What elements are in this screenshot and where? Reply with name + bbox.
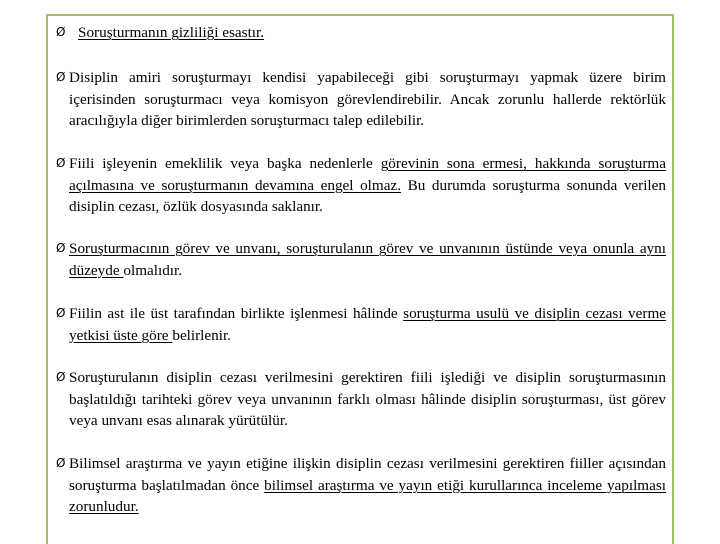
item-7-text-a: Bilimsel araştırma ve yayın etiğine ilişkin disiplin cezası verilmesini gerektiren fiiller açısından soruşturma başlatılmadan önce xyxy=(69,455,666,494)
list-item xyxy=(56,367,666,432)
item-2-text: Disiplin amiri soruşturmayı kendisi yapabileceği gibi soruşturmayı yapmak üzere birim içerisinden soruşturmacı veya komisyon görevlendirebilir. Ancak zorunlu hallerde rektörlük aracılığıyla diğer birimlerden soruşturmacı talep edilebilir. xyxy=(69,69,666,129)
item-7-text-underlined: bilimsel araştırma ve yayın etiği kurullarınca inceleme yapılması zorunludur. xyxy=(69,476,666,515)
arrow-bullet-icon: Ø xyxy=(56,156,66,170)
item-4-text-c: olmalıdır. xyxy=(123,261,183,279)
item-3-text-underlined: görevinin sona ermesi, hakkında soruşturma açılmasına ve soruşturmanın devamına engel olmaz. xyxy=(69,155,666,194)
list-item xyxy=(56,303,666,346)
arrow-bullet-icon: Ø xyxy=(56,370,66,384)
item-3-text-a: Fiili işleyenin emeklilik veya başka nedenlerle xyxy=(69,155,381,172)
item-6-text: Soruşturulanın disiplin cezası verilmesini gerektiren fiili işlediği ve disiplin soruşturmasının başlatıldığı tarihteki görev veya unvanının farklı olması hâlinde disiplin soruşturması, üst görev veya unvanı esas alınarak yürütülür. xyxy=(69,369,666,429)
item-4-text-underlined: Soruşturmacının görev ve unvanı, soruşturulanın görev ve unvanının üstünde veya onunla aynı düzeyde xyxy=(69,240,666,279)
list-item xyxy=(56,238,666,281)
arrow-bullet-icon: Ø xyxy=(56,70,66,84)
item-5-text-underlined: soruşturma usulü ve disiplin cezası verme yetkisi üste göre xyxy=(69,305,667,344)
item-5-text-c: belirlenir. xyxy=(172,326,231,344)
list-item xyxy=(56,67,666,132)
item-5-text-a: Fiilin ast ile üst tarafından birlikte işlenmesi hâlinde xyxy=(69,305,404,322)
arrow-bullet-icon: Ø xyxy=(56,241,66,255)
item-1-text: Soruşturmanın gizliliği esastır. xyxy=(78,24,265,41)
list-item xyxy=(56,453,666,518)
list-item xyxy=(56,22,666,44)
list-item xyxy=(56,153,666,218)
arrow-bullet-icon: Ø xyxy=(56,456,66,470)
arrow-bullet-icon: Ø xyxy=(56,306,66,320)
arrow-bullet-icon: Ø xyxy=(56,25,66,39)
item-3-text-c: Bu durumda soruşturma sonunda verilen disiplin cezası, özlük dosyasında saklanır. xyxy=(69,176,666,215)
